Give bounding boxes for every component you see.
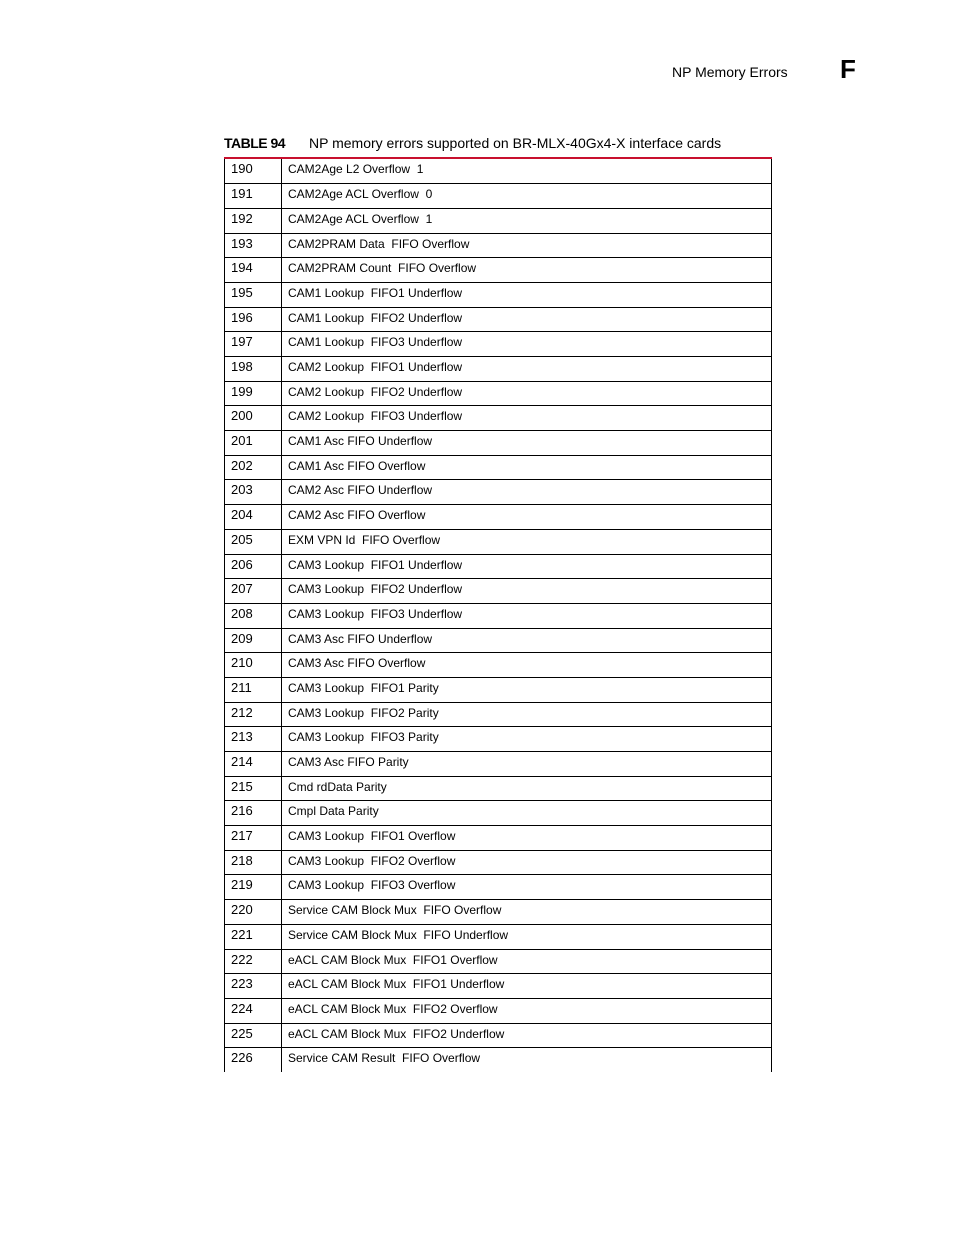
error-id-cell: 210 [225,653,282,678]
error-name-cell: CAM1 Lookup FIFO2 Underflow [282,307,772,332]
table-row [225,357,772,382]
error-name-cell: CAM3 Lookup FIFO1 Parity [282,677,772,702]
error-name-cell: CAM3 Asc FIFO Parity [282,752,772,777]
table-row [225,974,772,999]
table-body [225,159,772,1072]
table-row [225,505,772,530]
error-name-cell: CAM1 Asc FIFO Overflow [282,455,772,480]
table-row [225,406,772,431]
table-row [225,727,772,752]
error-name-cell: CAM3 Asc FIFO Underflow [282,628,772,653]
error-name-cell: CAM2 Lookup FIFO2 Underflow [282,381,772,406]
error-id-cell: 198 [225,357,282,382]
error-id-cell: 224 [225,998,282,1023]
error-name-cell: CAM1 Lookup FIFO1 Underflow [282,282,772,307]
table-row [225,1048,772,1073]
table-row [225,480,772,505]
table-row [225,850,772,875]
error-name-cell: CAM1 Asc FIFO Underflow [282,431,772,456]
table-row [225,801,772,826]
error-id-cell: 205 [225,529,282,554]
error-id-cell: 206 [225,554,282,579]
table-row [225,307,772,332]
table-row [225,455,772,480]
error-name-cell: Service CAM Block Mux FIFO Underflow [282,924,772,949]
error-name-cell: eACL CAM Block Mux FIFO1 Overflow [282,949,772,974]
error-id-cell: 211 [225,677,282,702]
error-id-cell: 213 [225,727,282,752]
error-id-cell: 215 [225,776,282,801]
table-row [225,282,772,307]
error-name-cell: CAM3 Lookup FIFO3 Underflow [282,603,772,628]
table-row [225,702,772,727]
table-row [225,603,772,628]
error-name-cell: EXM VPN Id FIFO Overflow [282,529,772,554]
table-row [225,431,772,456]
error-id-cell: 201 [225,431,282,456]
table-row [225,653,772,678]
error-id-cell: 197 [225,332,282,357]
error-name-cell: CAM2Age ACL Overflow 0 [282,184,772,209]
error-id-cell: 200 [225,406,282,431]
table-row [225,554,772,579]
error-name-cell: CAM2 Lookup FIFO1 Underflow [282,357,772,382]
table-row [225,900,772,925]
table-row [225,159,772,184]
error-id-cell: 209 [225,628,282,653]
table-row [225,258,772,283]
error-id-cell: 219 [225,875,282,900]
error-name-cell: CAM3 Lookup FIFO3 Overflow [282,875,772,900]
table-row [225,875,772,900]
error-name-cell: CAM3 Lookup FIFO1 Overflow [282,826,772,851]
error-id-cell: 208 [225,603,282,628]
table-row [225,332,772,357]
table-title: NP memory errors supported on BR-MLX-40Gx4-X interface cards [309,135,722,151]
error-name-cell: CAM3 Lookup FIFO1 Underflow [282,554,772,579]
error-id-cell: 220 [225,900,282,925]
error-name-cell: CAM2PRAM Count FIFO Overflow [282,258,772,283]
error-id-cell: 192 [225,208,282,233]
error-name-cell: CAM2 Asc FIFO Overflow [282,505,772,530]
table-row [225,381,772,406]
error-id-cell: 194 [225,258,282,283]
error-id-cell: 203 [225,480,282,505]
error-id-cell: 223 [225,974,282,999]
error-id-cell: 191 [225,184,282,209]
error-id-cell: 193 [225,233,282,258]
error-name-cell: CAM3 Lookup FIFO2 Overflow [282,850,772,875]
error-id-cell: 207 [225,579,282,604]
error-name-cell: CAM2 Asc FIFO Underflow [282,480,772,505]
error-name-cell: CAM2 Lookup FIFO3 Underflow [282,406,772,431]
error-name-cell: CAM3 Lookup FIFO2 Parity [282,702,772,727]
table-row [225,233,772,258]
error-name-cell: CAM3 Lookup FIFO3 Parity [282,727,772,752]
error-id-cell: 202 [225,455,282,480]
error-name-cell: eACL CAM Block Mux FIFO2 Overflow [282,998,772,1023]
table-row [225,628,772,653]
table-label: TABLE 94 [224,135,286,151]
error-id-cell: 204 [225,505,282,530]
error-id-cell: 221 [225,924,282,949]
error-name-cell: Service CAM Block Mux FIFO Overflow [282,900,772,925]
error-name-cell: CAM1 Lookup FIFO3 Underflow [282,332,772,357]
running-header-title: NP Memory Errors [672,64,788,80]
error-name-cell: Cmd rdData Parity [282,776,772,801]
error-id-cell: 195 [225,282,282,307]
error-id-cell: 218 [225,850,282,875]
error-id-cell: 225 [225,1023,282,1048]
table-row [225,752,772,777]
error-id-cell: 212 [225,702,282,727]
error-name-cell: Cmpl Data Parity [282,801,772,826]
error-name-cell: eACL CAM Block Mux FIFO1 Underflow [282,974,772,999]
error-id-cell: 199 [225,381,282,406]
table-row [225,579,772,604]
error-name-cell: CAM2Age L2 Overflow 1 [282,159,772,184]
error-name-cell: CAM3 Lookup FIFO2 Underflow [282,579,772,604]
table-row [225,184,772,209]
table-row [225,208,772,233]
error-id-cell: 190 [225,159,282,184]
error-id-cell: 226 [225,1048,282,1073]
table-row [225,1023,772,1048]
table-row [225,826,772,851]
error-name-cell: CAM2PRAM Data FIFO Overflow [282,233,772,258]
table-caption [224,135,721,151]
appendix-letter: F [840,54,856,84]
table-row [225,998,772,1023]
error-id-cell: 216 [225,801,282,826]
error-name-cell: eACL CAM Block Mux FIFO2 Underflow [282,1023,772,1048]
error-name-cell: Service CAM Result FIFO Overflow [282,1048,772,1073]
table-row [225,529,772,554]
error-id-cell: 222 [225,949,282,974]
error-id-cell: 214 [225,752,282,777]
table-row [225,949,772,974]
table-row [225,924,772,949]
table-row [225,776,772,801]
error-id-cell: 217 [225,826,282,851]
error-id-cell: 196 [225,307,282,332]
error-name-cell: CAM2Age ACL Overflow 1 [282,208,772,233]
table-row [225,677,772,702]
errors-table [224,159,772,1072]
error-name-cell: CAM3 Asc FIFO Overflow [282,653,772,678]
memory-errors-table [224,157,772,1072]
